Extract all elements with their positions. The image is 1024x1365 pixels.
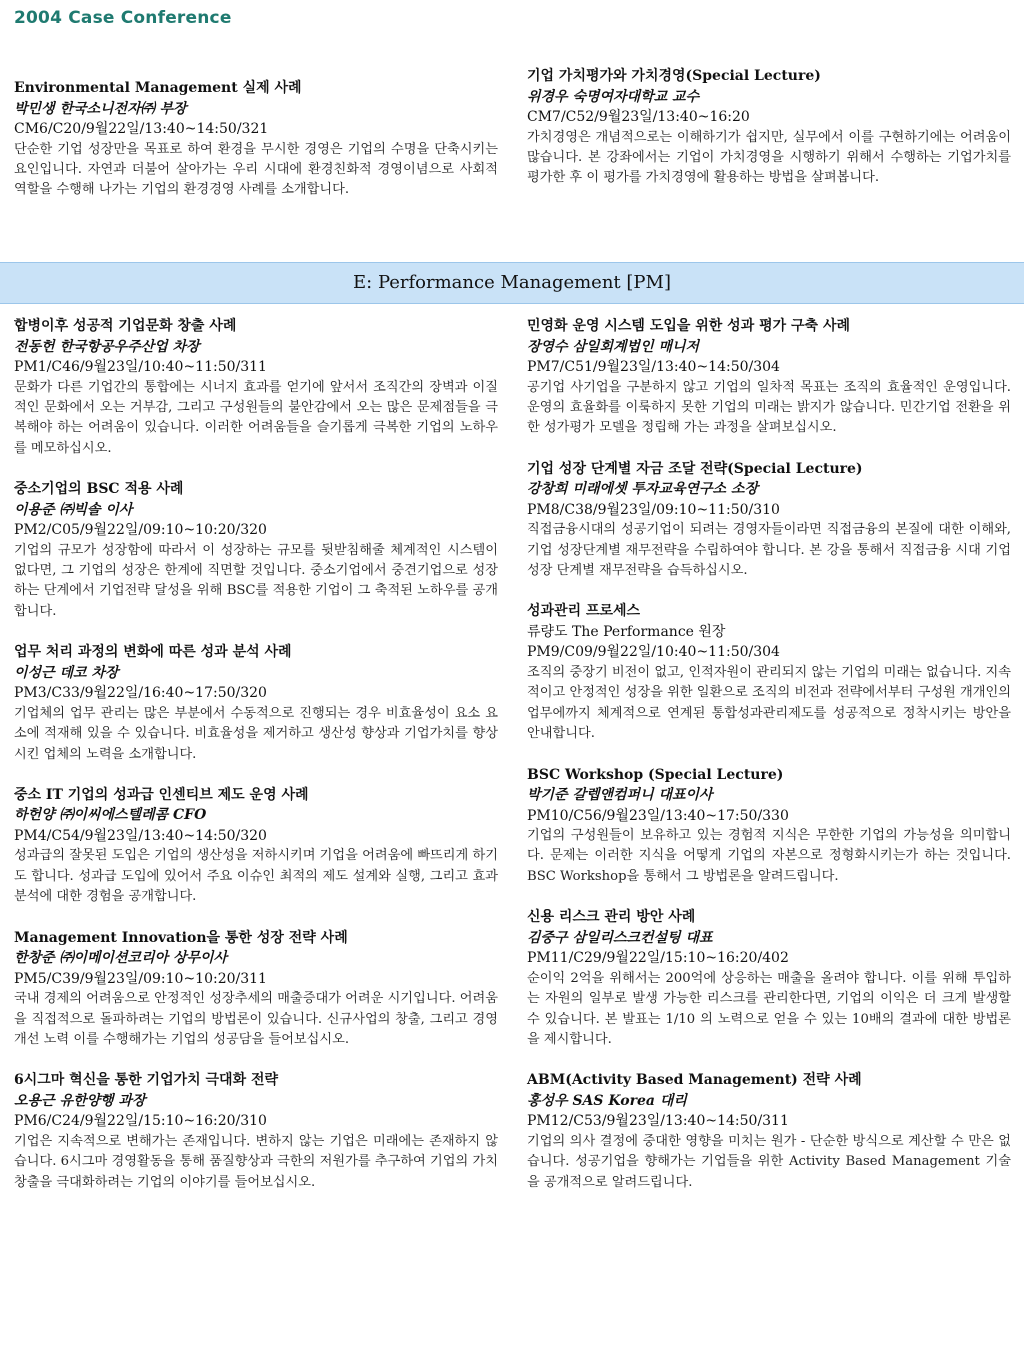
session-speaker: 강창희 미래에셋 투자교육연구소 소장 [527, 481, 759, 498]
session-code: PM7/C51/9월23일/13:40~14:50/304 [527, 359, 780, 375]
session-title: 중소기업의 BSC 적용 사례 [14, 481, 184, 498]
session-title: 6시그마 혁신을 통한 기업가치 극대화 전략 [14, 1072, 279, 1089]
session-description: 성과급의 잘못된 도입은 기업의 생산성을 저하시키며 기업을 어려움에 빠뜨리게 하기도 합니다. 성과급 도입에 있어서 주요 이슈인 최적의 제도 설계와 실행, 그리고 효과분석에 대한 경험을 공개합니다. [14, 848, 498, 905]
session-description: 조직의 중장기 비전이 없고, 인적자원이 관리되지 않는 기업의 미래는 없습니다. 지속적이고 안정적인 성장을 위한 일환으로 조직의 비전과 전략에서부터 구성원 개개인의 업무에까지 체계적으로 연계된 통합성과관리제도를 성공적으로 정착시키는 방안을 안내합니다. [527, 664, 1011, 742]
session-entry [14, 316, 498, 459]
session-title: 성과관리 프로세스 [527, 603, 641, 620]
session-speaker: 위경우 숙명여자대학교 교수 [527, 88, 700, 105]
session-description: 순이익 2억을 위해서는 200억에 상응하는 매출을 올려야 합니다. 이를 위해 투입하는 자원의 일부로 발생 가능한 리스크를 관리한다면, 기업의 이익은 더 크게 발생할 수 있습니다. 본 발표는 1/10 의 노력으로 얻을 수 있는 10배의 결과에 대한 방법론을 제시합니다. [527, 970, 1011, 1047]
session-entry [14, 479, 498, 622]
session-description: 문화가 다른 기업간의 통합에는 시너지 효과를 얻기에 앞서서 조직간의 장벽과 이질적인 문화에서 오는 거부감, 그리고 구성원들의 불안감에서 오는 많은 문제점들을 극복해야 하는 어려움이 있습니다. 이러한 어려움들을 슬기롭게 극복한 기업의 노하우를 메모하십시오. [14, 379, 498, 456]
left-column [14, 316, 498, 1213]
section-banner: E: Performance Management [PM] [0, 262, 1024, 304]
session-description: 기업의 규모가 성장함에 따라서 이 성장하는 규모를 뒷받침해줄 체계적인 시스템이 없다면, 그 기업의 성장은 한계에 직면할 것입니다. 중소기업에서 중견기업으로 성장하는 단계에서 기업전략 달성을 위해 BSC를 적용한 기업이 그 축적된 노하우를 공개합니다. [14, 542, 498, 619]
session-title: 업무 처리 과정의 변화에 따른 성과 분석 사례 [14, 644, 292, 661]
top-left-column [14, 78, 498, 221]
session-description: 기업은 지속적으로 변해가는 존재입니다. 변하지 않는 기업은 미래에는 존재하지 않습니다. 6시그마 경영활동을 통해 품질향상과 극한의 저원가를 추구하여 기업의 가치 창출을 극대화하려는 기업의 이야기를 들어보십시오. [14, 1133, 498, 1190]
session-entry [14, 642, 498, 765]
session-speaker: 이용준 ㈜빅솔 이사 [14, 501, 133, 518]
session-entry [527, 1070, 1011, 1193]
conference-title: 2004 Case Conference [14, 8, 232, 28]
session-code: PM11/C29/9월22일/15:10~16:20/402 [527, 950, 789, 967]
session-code: PM6/C24/9월22일/15:10~16:20/310 [14, 1113, 267, 1130]
session-entry [14, 1070, 498, 1193]
session-speaker: 박기준 갈렙앤컴퍼니 대표이사 [527, 787, 713, 804]
session-code: PM1/C46/9월23일/10:40~11:50/311 [14, 359, 267, 375]
session-code: PM2/C05/9월22일/09:10~10:20/320 [14, 522, 267, 539]
session-speaker: 한창준 ㈜이메이션코리아 상무이사 [14, 950, 228, 967]
session-description: 직접금융시대의 성공기업이 되려는 경영자들이라면 직접금융의 본질에 대한 이해와, 기업 성장단계별 재무전략을 수립하여야 합니다. 본 강을 통해서 직접금융 시대 기업 성장 단계별 재무전략을 습득하십시오. [527, 522, 1011, 579]
session-entry [527, 66, 1011, 189]
session-code: PM4/C54/9월23일/13:40~14:50/320 [14, 827, 267, 844]
session-description: 기업체의 업무 관리는 많은 부분에서 수동적으로 진행되는 경우 비효율성이 요소 요소에 적재해 있을 수 있습니다. 비효율성을 제거하고 생산성 향상과 기업가치를 향상시킨 업체의 노력을 소개합니다. [14, 705, 498, 762]
session-code: PM8/C38/9월23일/09:10~11:50/310 [527, 501, 780, 518]
session-code: PM10/C56/9월23일/13:40~17:50/330 [527, 807, 789, 824]
session-speaker: 전동헌 한국항공우주산업 차장 [14, 338, 200, 355]
session-title: 기업 성장 단계별 자금 조달 전략(Special Lecture) [527, 460, 863, 477]
session-speaker: 오용근 유한양행 과장 [14, 1092, 146, 1109]
session-title: 기업 가치평가와 가치경영(Special Lecture) [527, 68, 821, 84]
session-speaker: 류량도 The Performance 원장 [527, 623, 726, 640]
session-description: 국내 경제의 어려움으로 안정적인 성장추세의 매출증대가 어려운 시기입니다. 어려움을 직접적으로 돌파하려는 기업의 방법론이 있습니다. 신규사업의 창출, 그리고 경영개선 노력 이를 수행해가는 기업의 성공담을 들어보십시오. [14, 991, 498, 1047]
session-code: CM7/C52/9월23일/13:40~16:20 [527, 109, 750, 125]
session-code: PM3/C33/9월22일/16:40~17:50/320 [14, 685, 267, 702]
session-speaker: 홍성우 SAS Korea 대리 [527, 1092, 687, 1109]
session-entry [527, 459, 1011, 582]
right-column [527, 316, 1011, 1213]
session-title: Management Innovation을 통한 성장 전략 사례 [14, 929, 348, 946]
session-description: 기업의 의사 결정에 중대한 영향을 미치는 원가 - 단순한 방식으로 계산할 수 만은 없습니다. 성공기업을 향해가는 기업들을 위한 Activity Based Management 기술을 공개적으로 알려드립니다. [527, 1133, 1011, 1190]
session-title: Environmental Management 실제 사례 [14, 80, 302, 96]
session-title: ABM(Activity Based Management) 전략 사례 [527, 1072, 862, 1089]
session-entry [14, 78, 498, 201]
session-description: 공기업 사기업을 구분하지 않고 기업의 일차적 목표는 조직의 효율적인 운영입니다. 운영의 효율화를 이룩하지 못한 기업의 미래는 밝지가 않습니다. 민간기업 전환을 위한 성가평가 모델을 정립해 가는 과정을 살펴보십시오. [527, 379, 1011, 436]
session-speaker: 박민생 한국소니전자㈜ 부장 [14, 100, 187, 117]
session-title: 민영화 운영 시스템 도입을 위한 성과 평가 구축 사례 [527, 318, 850, 334]
session-entry [14, 928, 498, 1051]
session-entry [527, 601, 1011, 744]
session-entry [527, 316, 1011, 439]
session-title: 합병이후 성공적 기업문화 창출 사례 [14, 318, 237, 334]
session-speaker: 하헌양 ㈜이씨에스텔레콤 CFO [14, 807, 207, 824]
session-description: 기업의 구성원들이 보유하고 있는 경험적 지식은 무한한 기업의 가능성을 의미합니다. 문제는 이러한 지식을 어떻게 기업의 자본으로 정형화시키는가 하는 것입니다. BSC Workshop을 통해서 그 방법론을 알려드립니다. [527, 828, 1011, 884]
session-code: CM6/C20/9월22일/13:40~14:50/321 [14, 121, 269, 137]
session-speaker: 이성근 데코 차장 [14, 664, 119, 681]
session-title: 중소 IT 기업의 성과급 인센티브 제도 운영 사례 [14, 786, 309, 803]
session-code: PM12/C53/9월23일/13:40~14:50/311 [527, 1113, 789, 1130]
session-description: 가치경영은 개념적으로는 이해하기가 쉽지만, 실무에서 이를 구현하기에는 어려움이 많습니다. 본 강좌에서는 기업이 가치경영을 시행하기 위해서 수행하는 기업가치를 평가한 후 이 평가를 가치경영에 활용하는 방법을 살펴봅니다. [527, 129, 1011, 186]
session-speaker: 장영수 삼일회계법인 매니저 [527, 338, 700, 355]
top-right-column [527, 66, 1011, 209]
session-speaker: 김중구 삼일리스크컨설팅 대표 [527, 929, 713, 946]
session-entry [527, 765, 1011, 888]
session-entry [14, 785, 498, 908]
session-code: PM5/C39/9월23일/09:10~10:20/311 [14, 970, 267, 987]
session-code: PM9/C09/9월22일/10:40~11:50/304 [527, 644, 780, 661]
session-description: 단순한 기업 성장만을 목표로 하여 환경을 무시한 경영은 기업의 수명을 단축시키는 요인입니다. 자연과 더불어 살아가는 우리 시대에 환경친화적 경영이념으로 사회적 역할을 수행해 나가는 기업의 환경경영 사례를 소개합니다. [14, 141, 498, 198]
session-title: 신용 리스크 관리 방안 사례 [527, 909, 696, 926]
session-title: BSC Workshop (Special Lecture) [527, 766, 784, 783]
session-entry [527, 907, 1011, 1050]
